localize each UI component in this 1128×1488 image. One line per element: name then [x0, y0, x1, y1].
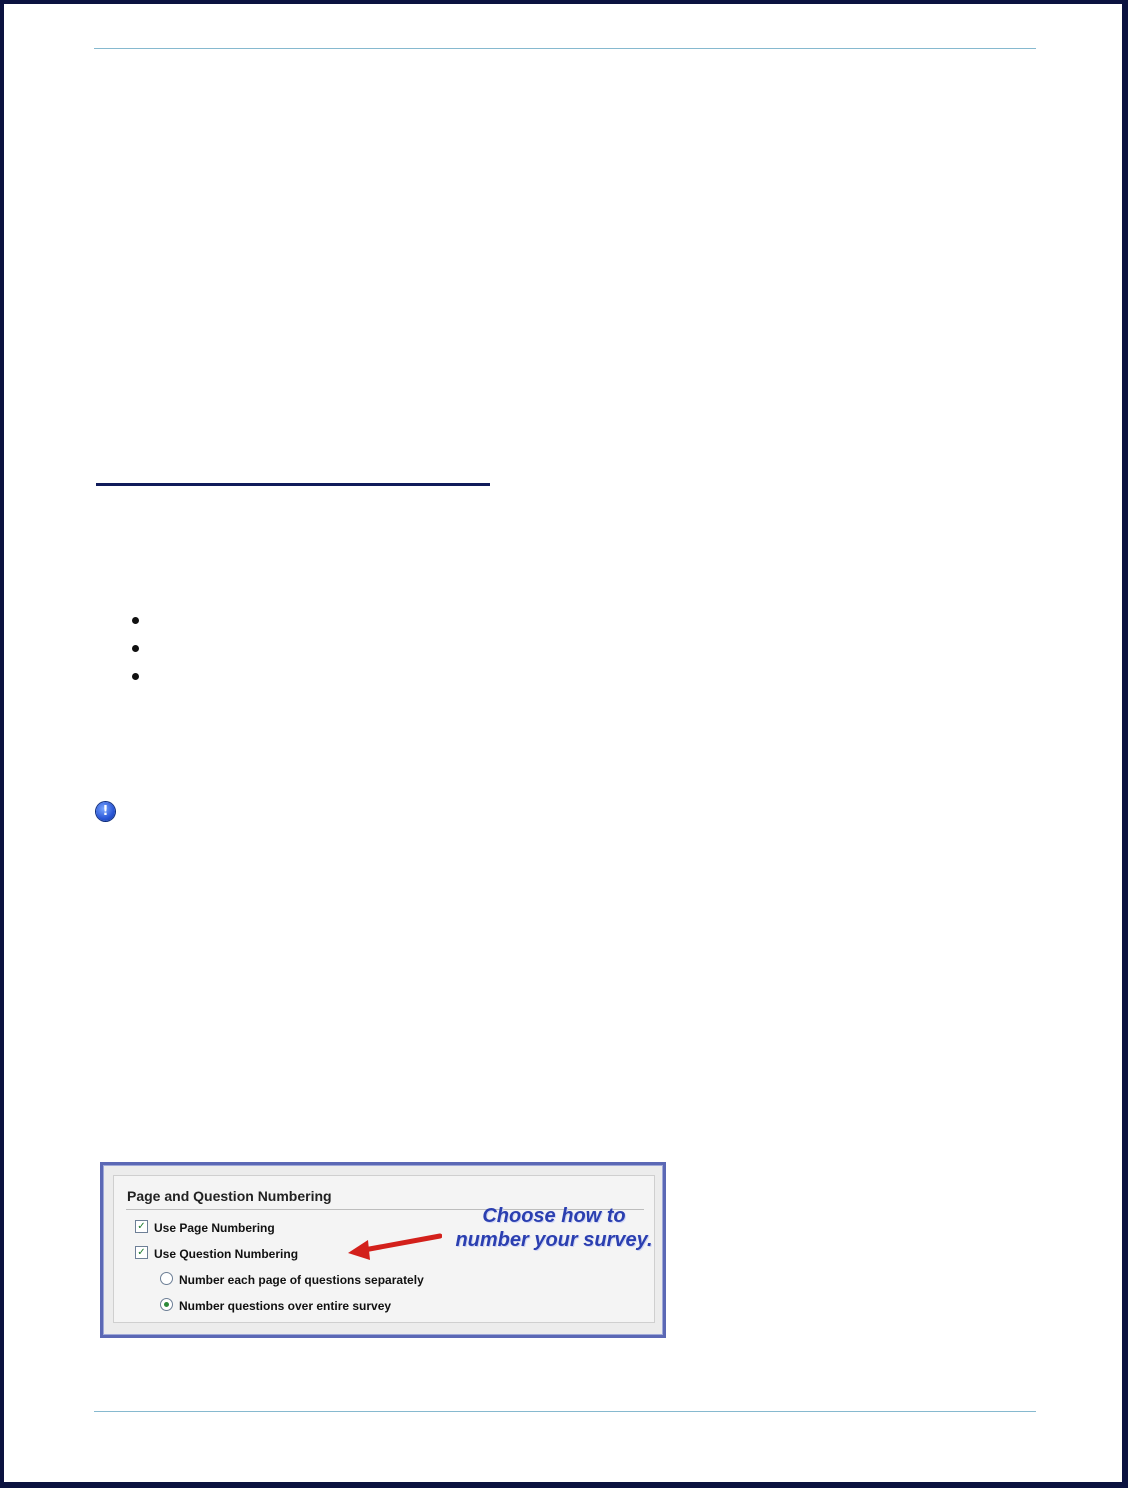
panel-title: Page and Question Numbering: [127, 1188, 332, 1204]
page-numbering-label: Use Page Numbering: [154, 1221, 275, 1235]
page-numbering-checkbox[interactable]: ✓: [135, 1220, 148, 1233]
callout-text: Choose how to number your survey.: [455, 1205, 653, 1251]
number-each-page-label: Number each page of questions separately: [179, 1273, 424, 1287]
document-page: [4, 4, 1122, 1482]
footer-rule: [94, 1411, 1036, 1412]
red-arrow-icon: [346, 1228, 442, 1264]
number-entire-survey-label: Number questions over entire survey: [179, 1299, 392, 1313]
info-icon: !: [96, 802, 115, 821]
numbering-panel: [113, 1175, 655, 1323]
header-rule: [94, 48, 1036, 49]
question-numbering-label: Use Question Numbering: [154, 1247, 299, 1261]
number-entire-survey-radio[interactable]: [160, 1298, 173, 1311]
number-each-page-radio[interactable]: [160, 1272, 173, 1285]
question-numbering-checkbox[interactable]: ✓: [135, 1246, 148, 1259]
numbering-screenshot: [100, 1162, 666, 1338]
section-heading-underline: [96, 483, 490, 486]
